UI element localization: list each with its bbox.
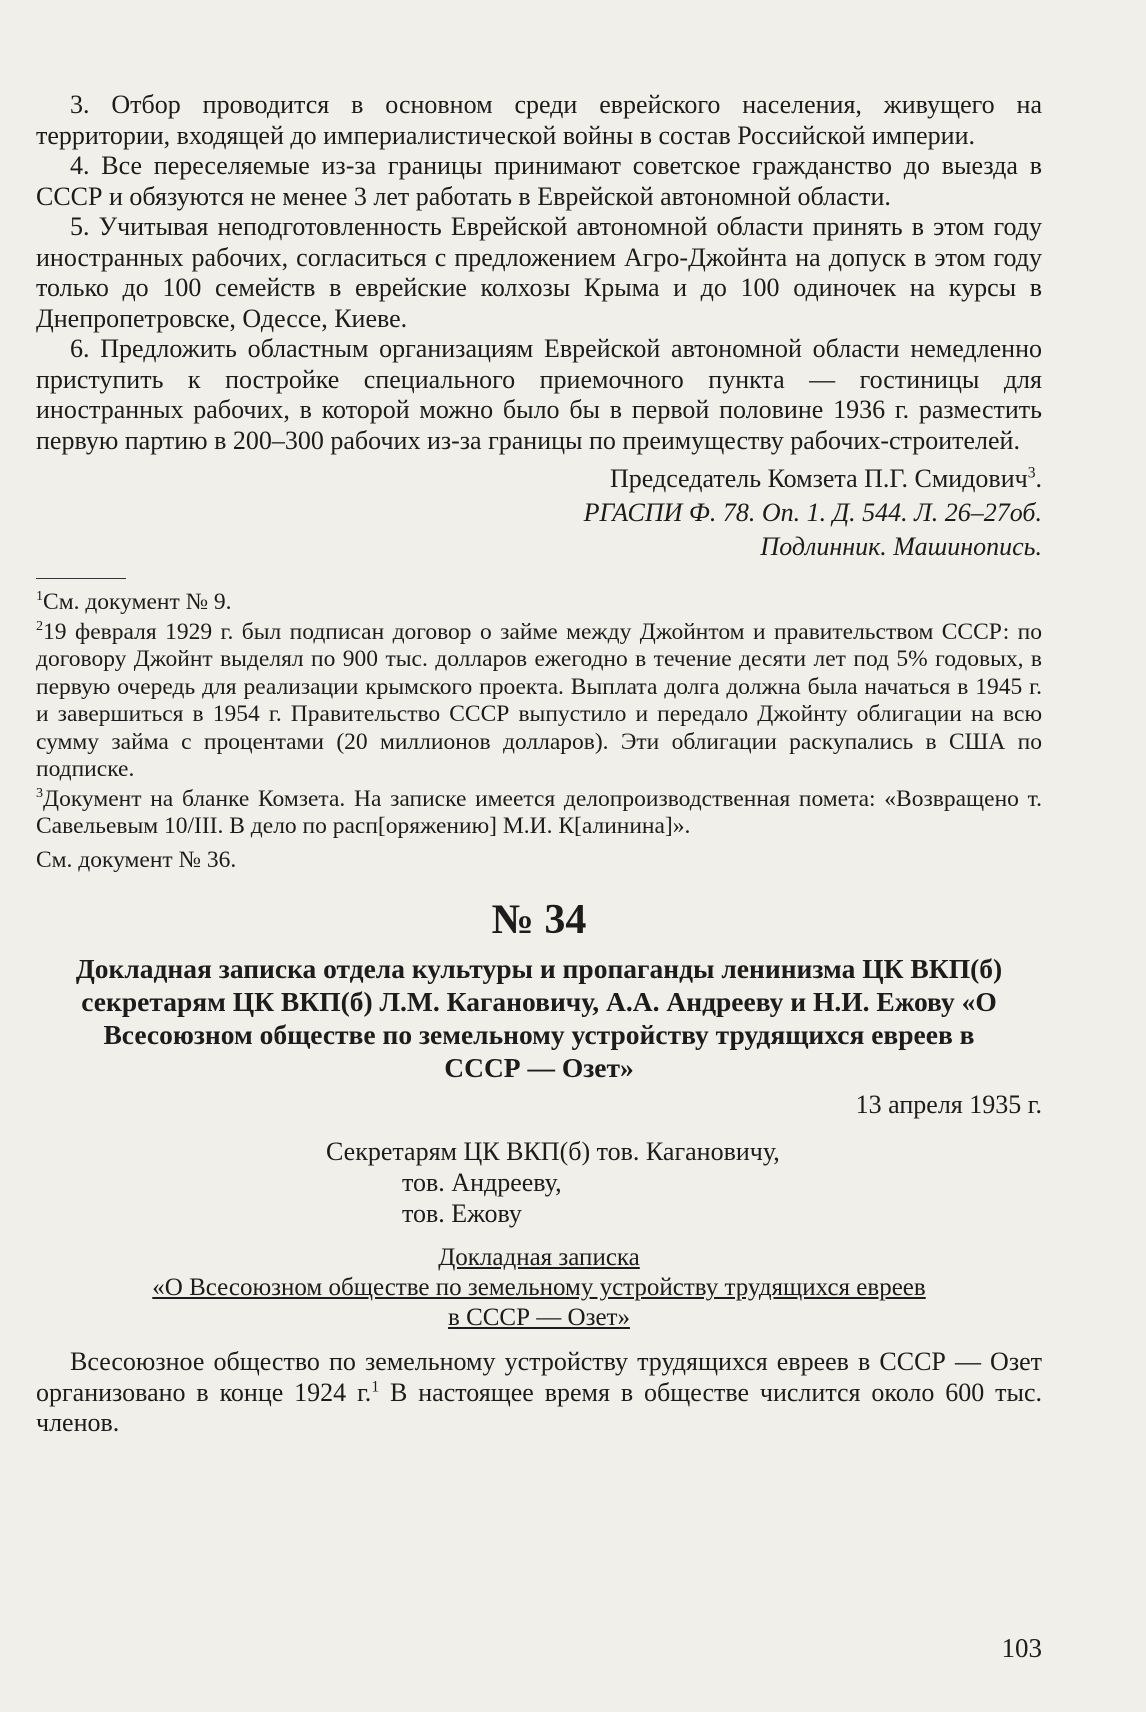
addressee-line: тов. Ежову [402, 1199, 522, 1228]
footnote-see-also: См. документ № 36. [36, 846, 237, 873]
archive-reference: РГАСПИ Ф. 78. Оп. 1. Д. 544. Л. 26–27об. [583, 498, 1042, 527]
footnote-marker: 3 [36, 784, 44, 801]
footnote-divider [36, 578, 126, 579]
memo-body-paragraph [36, 1347, 1042, 1439]
footnote-2 [36, 619, 1042, 784]
signature: Председатель Комзета П.Г. Смидович$^3$. [610, 464, 1042, 493]
footnote-text: См. документ № 9. [43, 589, 232, 615]
memo-body-text: Всесоюзное общество по земельному устройству трудящихся евреев в СССР — Озет организовано в конце 1924 г. [36, 1347, 1042, 1407]
footnote-text: 19 февраля 1929 г. был подписан договор о займе между Джойнтом и правительством СССР: по договору Джойнт выделял по 900 тыс. долларов ежегодно в течение десяти лет под 5% годовых, в первую очередь для реализации крымского проекта. Выплата долга должна была начаться в 1945 г. и завершиться в 1954 г. Правительство СССР выпустило и передало Джойнту облигации на всю сумму займа с процентами (20 миллионов долларов). Эти облигации раскупались в США по подписке. [36, 618, 1042, 782]
signature-text: Председатель Комзета П.Г. Смидович [610, 464, 1028, 493]
paragraph-3: 3. Отбор проводится в основном среди еврейского населения, живущего на территории, входящей до империалистической войны в состав Российской империи. [36, 90, 1042, 150]
signature-footnote-ref: 3 [1027, 464, 1036, 482]
memo-heading-line: «О Всесоюзном обществе по земельному устройству трудящихся евреев [152, 1274, 926, 1301]
memo-footnote-ref: 1 [371, 1377, 380, 1395]
page-content [36, 90, 1042, 1439]
memo-heading-line: в СССР — Озет» [448, 1304, 630, 1331]
memo-heading [36, 1243, 1042, 1333]
footnote-text: Документ на бланке Комзета. На записке имеется делопроизводственная помета: «Возвращено т. Савельевым 10/III. В дело по расп[оряжению] М.И. К[алинина]». [36, 785, 1042, 839]
addressee-block [326, 1136, 886, 1229]
footnote-3 [36, 786, 1042, 841]
addressee-line: тов. Андрееву, [402, 1168, 562, 1197]
document-date: 13 апреля 1935 г. [855, 1090, 1042, 1119]
paragraph-5: 5. Учитывая неподготовленность Еврейской автономной области принять в этом году иностранных рабочих, согласиться с предложением Агро-Джойнта на допуск в этом году только до 100 семейств в еврейские колхозы Крыма и до 100 одиночек на курсы в Днепропетровске, Одессе, Киеве. [36, 212, 1042, 333]
document-title: Докладная записка отдела культуры и пропаганды ленинизма ЦК ВКП(б) секретарям ЦК ВКП(б) Л.М. Кагановичу, А.А. Андрееву и Н.И. Ежову «О Всесоюзном обществе по земельному устройству трудящихся евреев в СССР — Озет» [75, 953, 1003, 1083]
archive-note: Подлинник. Машинопись. [760, 532, 1042, 561]
memo-heading-label: Докладная записка [438, 1244, 640, 1271]
footnote-marker: 2 [36, 617, 44, 634]
footnote-marker: 1 [36, 588, 44, 605]
document-number: № 34 [491, 897, 587, 943]
footnote-1 [36, 589, 1042, 617]
page-number: 103 [1001, 1633, 1042, 1663]
paragraph-6: 6. Предложить областным организациям Еврейской автономной области немедленно приступить к постройке специального приемочного пункта — гостиницы для иностранных рабочих, в которой можно было бы в первой половине 1936 г. разместить первую партию в 200–300 рабочих из-за границы по преимуществу рабочих-строителей. [36, 334, 1042, 455]
memo-body-text: В настоящее время в обществе числится около 600 тыс. членов. [36, 1377, 1042, 1437]
paragraph-4: 4. Все переселяемые из-за границы принимают советское гражданство до выезда в СССР и обязуются не менее 3 лет работать в Еврейской автономной области. [36, 151, 1042, 211]
addressee-line: Секретарям ЦК ВКП(б) тов. Кагановичу, [326, 1137, 780, 1166]
